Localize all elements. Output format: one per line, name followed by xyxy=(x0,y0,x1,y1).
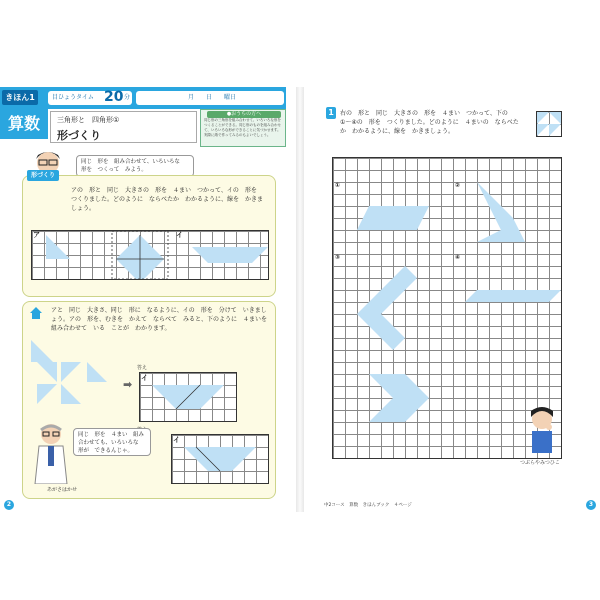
section-tag: 形づくり xyxy=(27,170,59,181)
page-number-left: 2 xyxy=(4,500,14,510)
parent-note-body: 同じ形の三角形を組み合わせて、いろいろな形をつくることができる。同じ形のものを組み合わせて、いろいろな形ができることに気づかせます。実際に紙で作ってみるのもよいでしょう。 xyxy=(204,118,281,137)
shape-i-trapezoid xyxy=(192,247,268,263)
professor-character-icon xyxy=(31,420,71,484)
left-page xyxy=(0,87,296,512)
parent-note-heading: ●おうちの方へ xyxy=(207,111,281,118)
shape-a-triangle xyxy=(46,235,70,259)
reference-shape xyxy=(536,111,562,137)
professor-name: あがさはかせ xyxy=(47,487,78,493)
rotated-pieces-icon xyxy=(37,360,121,404)
target-time-label: 目ひょうタイム xyxy=(52,94,94,101)
character-name: つぶらやみつひこ xyxy=(520,460,560,466)
date-label: 月 日 曜日 xyxy=(188,94,237,101)
date-field xyxy=(136,91,284,105)
title-line1: 三角形と 四角形① xyxy=(57,116,120,124)
triangle-piece-icon xyxy=(29,324,59,364)
label-a: ア xyxy=(33,231,40,239)
label-i: イ xyxy=(176,231,183,239)
label-1: ① xyxy=(335,182,341,189)
section1-grid xyxy=(31,230,269,280)
shape-3 xyxy=(357,266,417,350)
section-example xyxy=(22,301,276,499)
shape-5 xyxy=(369,374,429,422)
section1-instruction: アの 形と 同じ 大きさの 形を ４まい つかって、イの 形を つくりました。どのように ならべたか わかるように、線を かきましょう。 xyxy=(71,187,264,212)
section2-grid-2 xyxy=(171,434,269,484)
label-4: ④ xyxy=(455,254,461,261)
target-time xyxy=(48,91,132,105)
question-number: 1 xyxy=(326,107,336,119)
subject-label: 算数 xyxy=(0,109,48,139)
page-footer: 中2コース 算数 きほんブック ４ページ xyxy=(324,503,412,508)
label-i-2: イ xyxy=(141,374,148,382)
workbook-spread xyxy=(0,87,600,512)
right-page xyxy=(304,87,600,512)
parent-note xyxy=(200,109,286,147)
label-i-3: イ xyxy=(173,436,180,444)
house-icon xyxy=(29,306,43,320)
title-line2: 形づくり xyxy=(57,129,101,142)
section-katachizukuri xyxy=(22,172,276,297)
shape-2 xyxy=(477,182,525,242)
right-instruction: 右の 形と 同じ 大きさの 形を ４まい つかって、下の ①〜④の 形を つくりました。どのように ４まいの ならべたか わかるように、線を かきましょう。 xyxy=(340,110,519,135)
section1-shapes xyxy=(32,231,268,279)
arrow-icon: ➡ xyxy=(123,378,133,391)
header-bar xyxy=(0,87,286,109)
lesson-title xyxy=(50,111,197,143)
shape-1 xyxy=(357,206,429,230)
target-time-value: 20 xyxy=(104,89,124,105)
page-number-right: 3 xyxy=(586,500,596,510)
answer-label: 答え xyxy=(137,365,148,371)
professor-speech-bubble: 同じ 形を ４まい 組み合わせても、いろいろな 形が できるんじゃ。 xyxy=(73,428,151,456)
section2-grid-1 xyxy=(139,372,237,422)
lesson-badge: きほん1 xyxy=(2,90,38,105)
shape-4 xyxy=(465,290,561,302)
page-fold xyxy=(296,87,304,512)
mitsuhiko-character-icon xyxy=(522,405,562,455)
section2-instruction: アと 同じ 大きさ、同じ 形に なるように、イの 形を 分けて いきましょう。アの 形を、むきを かえて ならべて みると、下のように ４まいを 組み合わせて いる ことが わかります。 xyxy=(51,307,274,332)
target-time-unit: 分 xyxy=(124,94,131,101)
conan-speech-bubble: 同じ 形を 組み合わせて、いろいろな 形を つくって みよう。 xyxy=(76,155,194,177)
label-2: ② xyxy=(455,182,461,189)
label-3: ③ xyxy=(335,254,341,261)
